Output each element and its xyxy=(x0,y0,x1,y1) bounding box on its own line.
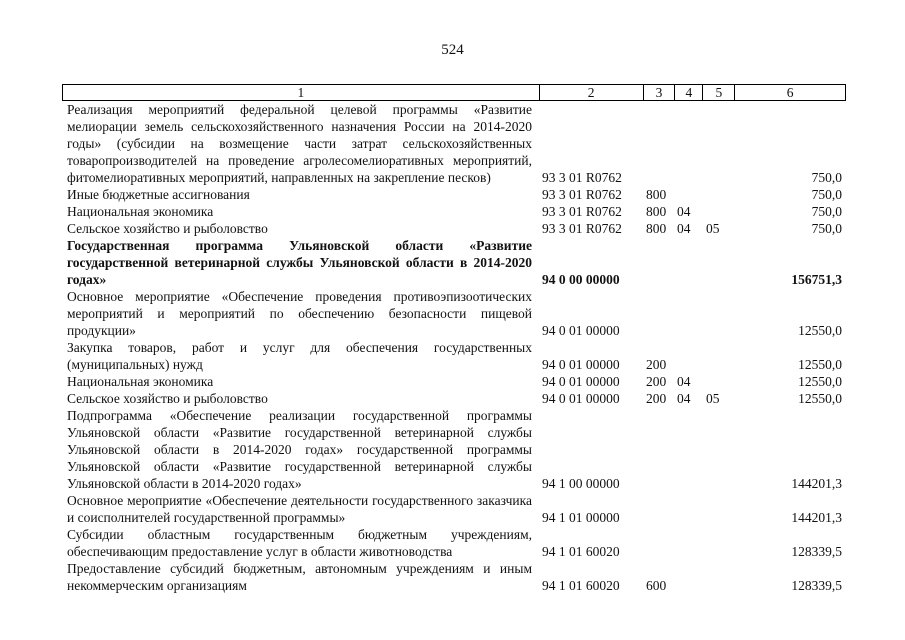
row-section: 04 xyxy=(677,204,691,219)
header-col-3: 3 xyxy=(643,85,675,100)
table-body xyxy=(62,101,846,594)
table-header xyxy=(62,84,846,101)
row-amount: 750,0 xyxy=(811,221,842,236)
header-col-5: 5 xyxy=(702,85,734,100)
page-number: 524 xyxy=(441,42,464,58)
row-amount: 12550,0 xyxy=(798,374,842,389)
row-amount: 128339,5 xyxy=(791,544,842,559)
row-code: 94 1 01 60020 xyxy=(542,544,620,559)
row-name: Сельское хозяйство и рыболовство xyxy=(67,221,268,236)
row-code: 93 3 01 R0762 xyxy=(542,170,622,185)
budget-table xyxy=(62,84,846,594)
table-row xyxy=(62,220,846,237)
table-row xyxy=(62,407,846,492)
table-row xyxy=(62,186,846,203)
row-expense-type: 200 xyxy=(646,357,667,372)
row-code: 94 1 01 60020 xyxy=(542,578,620,593)
header-col-6: 6 xyxy=(734,85,845,100)
row-code: 94 0 00 00000 xyxy=(542,272,620,287)
row-name: Подпрограмма «Обеспечение реализации государственной программы Ульяновской области «Развитие государственной ветеринарной службы Ульяновской области в 2014-2020 годах» государственной программы Ульяновской области «Развитие государственной ветеринарной службы Ульяновской области в 2014-2020 годах» xyxy=(67,408,532,491)
row-section: 04 xyxy=(677,391,691,406)
table-row xyxy=(62,339,846,373)
header-col-2: 2 xyxy=(539,85,643,100)
row-expense-type: 200 xyxy=(646,374,667,389)
header-col-1: 1 xyxy=(297,85,305,100)
row-name: Сельское хозяйство и рыболовство xyxy=(67,391,268,406)
row-code: 94 1 01 00000 xyxy=(542,510,620,525)
row-name: Национальная экономика xyxy=(67,374,214,389)
table-row xyxy=(62,492,846,526)
row-subsection: 05 xyxy=(706,221,720,236)
row-name: Иные бюджетные ассигнования xyxy=(67,187,250,202)
table-row xyxy=(62,237,846,288)
row-amount: 144201,3 xyxy=(791,476,842,491)
row-amount: 12550,0 xyxy=(798,391,842,406)
row-name: Национальная экономика xyxy=(67,204,214,219)
row-name: Основное мероприятие «Обеспечение деятельности государственного заказчика и соисполнителей государственной программы» xyxy=(67,493,532,525)
row-subsection: 05 xyxy=(706,391,720,406)
table-row xyxy=(62,560,846,594)
row-code: 93 3 01 R0762 xyxy=(542,221,622,236)
header-col-4: 4 xyxy=(674,85,702,100)
row-code: 94 0 01 00000 xyxy=(542,323,620,338)
row-amount: 156751,3 xyxy=(791,272,842,287)
table-row xyxy=(62,526,846,560)
row-name: Субсидии областным государственным бюджетным учреждениям, обеспечивающим предоставление услуг в области животноводства xyxy=(67,527,532,559)
row-code: 94 0 01 00000 xyxy=(542,374,620,389)
row-code: 94 0 01 00000 xyxy=(542,391,620,406)
table-row xyxy=(62,390,846,407)
row-amount: 12550,0 xyxy=(798,357,842,372)
row-code: 93 3 01 R0762 xyxy=(542,204,622,219)
row-expense-type: 600 xyxy=(646,578,667,593)
row-expense-type: 800 xyxy=(646,187,667,202)
row-code: 93 3 01 R0762 xyxy=(542,187,622,202)
row-expense-type: 200 xyxy=(646,391,667,406)
row-expense-type: 800 xyxy=(646,221,667,236)
row-name: Закупка товаров, работ и услуг для обеспечения государственных (муниципальных) нужд xyxy=(67,340,532,372)
row-amount: 750,0 xyxy=(811,170,842,185)
row-name: Основное мероприятие «Обеспечение проведения противоэпизоотических мероприятий и мероприятий по обеспечению безопасности пищевой продукции» xyxy=(67,289,532,338)
table-row xyxy=(62,101,846,186)
row-expense-type: 800 xyxy=(646,204,667,219)
row-name: Реализация мероприятий федеральной целевой программы «Развитие мелиорации земель сельскохозяйственного назначения России на 2014-2020 годы» (субсидии на возмещение части затрат сельскохозяйственных товаропроизводителей на проведение агролесомелиоративных мероприятий, фитомелиоративных мероприятий, направленных на закрепление песков) xyxy=(67,102,532,185)
row-code: 94 1 00 00000 xyxy=(542,476,620,491)
row-section: 04 xyxy=(677,374,691,389)
table-row xyxy=(62,288,846,339)
row-amount: 144201,3 xyxy=(791,510,842,525)
table-row xyxy=(62,373,846,390)
row-amount: 750,0 xyxy=(811,204,842,219)
row-amount: 128339,5 xyxy=(791,578,842,593)
table-row xyxy=(62,203,846,220)
row-name: Государственная программа Ульяновской области «Развитие государственной ветеринарной службы Ульяновской области в 2014-2020 годах» xyxy=(67,238,532,287)
row-amount: 750,0 xyxy=(811,187,842,202)
row-section: 04 xyxy=(677,221,691,236)
row-code: 94 0 01 00000 xyxy=(542,357,620,372)
row-amount: 12550,0 xyxy=(798,323,842,338)
row-name: Предоставление субсидий бюджетным, автономным учреждениям и иным некоммерческим организациям xyxy=(67,561,532,593)
